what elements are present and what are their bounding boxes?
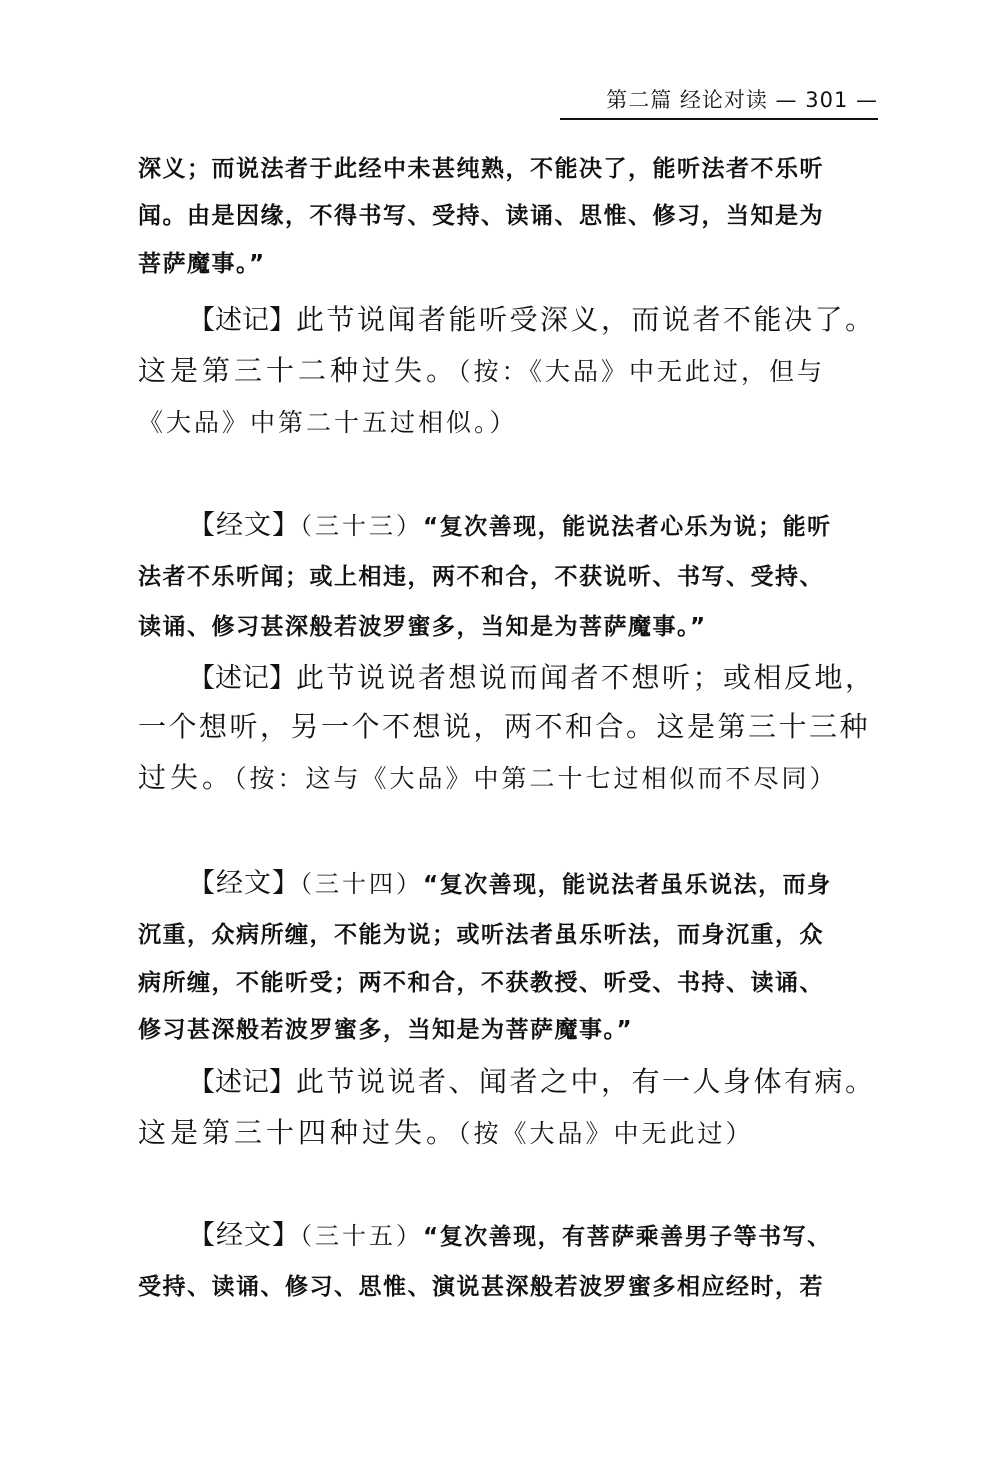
sutra-line	[188, 870, 880, 897]
sutra-line: 菩萨魔事。”	[138, 251, 266, 277]
header-text: 第二篇 经论对读 — 301 —	[606, 88, 878, 112]
sutra-text: “复次善现，有菩萨乘善男子等书写、	[423, 1224, 832, 1250]
sutra-tag: 【经文】	[188, 1220, 300, 1251]
sutra-line: 法者不乐听闻；或上相违，两不和合，不获说听、书写、受持、	[138, 564, 824, 590]
commentary-text: 此节说说者、闻者之中，有一人身体有病。	[296, 1065, 876, 1098]
commentary-line	[188, 303, 880, 336]
sutra-line: 沉重，众病所缠，不能为说；或听法者虽乐听法，而身沉重，众	[138, 922, 824, 948]
commentary-text: 这是第三十二种过失。	[138, 354, 459, 387]
sutra-line	[188, 512, 880, 539]
commentary-note: （按《大品》中无此过）	[458, 1119, 754, 1148]
commentary-note: （按：这与《大品》中第二十七过相似而不尽同）	[234, 764, 838, 793]
sutra-tag: 【经文】	[188, 510, 300, 541]
commentary-line	[138, 761, 880, 794]
running-header	[560, 86, 878, 120]
commentary-tag: 【述记】	[188, 663, 296, 694]
sutra-line	[188, 1222, 880, 1249]
commentary-text: 这是第三十四种过失。	[138, 1116, 459, 1149]
commentary-line	[188, 1065, 880, 1098]
commentary-line	[138, 354, 880, 387]
sutra-text: “复次善现，能说法者虽乐说法，而身	[423, 872, 832, 898]
sutra-line: 闻。由是因缘，不得书写、受持、读诵、思惟、修习，当知是为	[138, 203, 824, 229]
sutra-text: “复次善现，能说法者心乐为说；能听	[423, 514, 832, 540]
sutra-line: 读诵、修习甚深般若波罗蜜多，当知是为菩萨魔事。”	[138, 614, 707, 640]
sutra-line: 深义；而说法者于此经中未甚纯熟，不能决了，能听法者不乐听	[138, 156, 824, 182]
commentary-tag: 【述记】	[188, 1067, 296, 1098]
commentary-note: 《大品》中第二十五过相似。）	[138, 408, 518, 437]
commentary-text: 此节说闻者能听受深义，而说者不能决了。	[296, 303, 876, 336]
commentary-line	[188, 661, 880, 694]
sutra-line: 病所缠，不能听受；两不和合，不获教授、听受、书持、读诵、	[138, 970, 824, 996]
commentary-text: 此节说说者想说而闻者不想听；或相反地，	[296, 661, 876, 694]
commentary-line: 一个想听，另一个不想说，两不和合。这是第三十三种	[138, 710, 871, 743]
sutra-line: 受持、读诵、修习、思惟、演说甚深般若波罗蜜多相应经时，若	[138, 1274, 824, 1300]
commentary-note: （按：《大品》中无此过，但与	[458, 357, 826, 386]
sutra-line: 修习甚深般若波罗蜜多，当知是为菩萨魔事。”	[138, 1017, 634, 1043]
sutra-number: （三十四）	[300, 870, 423, 898]
sutra-number: （三十三）	[300, 512, 423, 540]
sutra-tag: 【经文】	[188, 868, 300, 899]
sutra-number: （三十五）	[300, 1222, 423, 1250]
commentary-tag: 【述记】	[188, 305, 296, 336]
commentary-line	[138, 1116, 880, 1149]
commentary-text: 过失。	[138, 761, 235, 794]
